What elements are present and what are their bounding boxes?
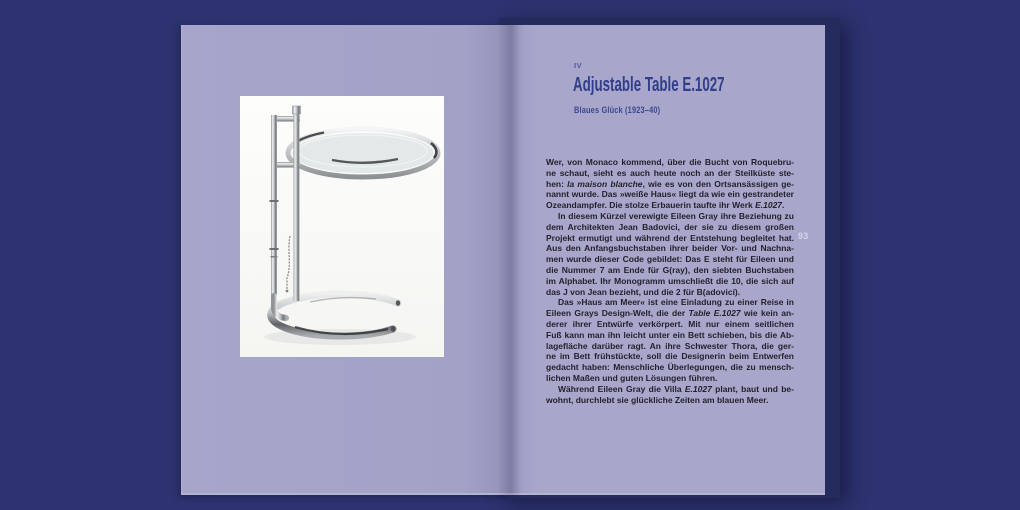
- chapter-subtitle: Blaues Glück (1923–40): [574, 105, 661, 115]
- page-number: 93: [798, 231, 809, 241]
- body-line: hen: la maison blanche, wie es von den Ortsansässigen ge-: [546, 178, 794, 189]
- body-line: men wurde dieser Code gebildet: Das E steht für Eileen und: [546, 254, 794, 265]
- body-line: dem Architekten Jean Badovici, der sie zu diesem großen: [546, 221, 794, 232]
- right-page: [510, 25, 825, 495]
- body-line: Projekt ermutigt und während der Entstehung begleitet hat.: [546, 232, 794, 243]
- product-photo: [240, 96, 444, 357]
- body-line: das J von Jean bezieht, und die 2 für B(adovici).: [546, 286, 741, 297]
- body-line: ne im Bett frühstückte, soll die Designerin beim Entwerfen: [546, 351, 794, 362]
- body-line: lichen Maßen und guten Lösungen führen.: [546, 372, 718, 383]
- body-line: die Nummer 7 am Ende für G(ray), den siebten Buchstaben: [546, 264, 794, 275]
- body-line: ne schaut, sieht es auch heute noch an der Steilküste ste-: [546, 167, 794, 178]
- body-line: Aus den Anfangsbuchstaben ihrer beider Vor- und Nachna-: [546, 243, 794, 254]
- chapter-number: IV: [574, 61, 583, 70]
- body-line: im Alphabet. Ihr Monogramm umschließt die 10, die sich auf: [546, 275, 794, 286]
- body-text: [546, 157, 794, 405]
- body-line: Das »Haus am Meer« ist eine Einladung zu einer Reise in: [558, 297, 794, 308]
- body-line: Eileen Grays Design-Welt, die der Table E.1027 wie kein an-: [546, 308, 795, 319]
- body-line: gedacht haben: Menschliche Überlegungen, die zu mensch-: [546, 362, 794, 373]
- body-line: Während Eileen Gray die Villa E.1027 plant, baut und be-: [558, 383, 794, 394]
- body-line: derer ihrer Entwürfe verkörpert. Mit nur einem seitlichen: [546, 318, 794, 329]
- chapter-title: Adjustable Table E.1027: [573, 73, 725, 96]
- body-line: Wer, von Monaco kommend, über die Bucht von Roquebru-: [546, 157, 794, 167]
- body-line: lagefläche darüber ragt. An ihre Schwester Thora, die ger-: [546, 340, 794, 351]
- left-page: [181, 25, 510, 495]
- body-line: Ozeandampfer. Die stolze Erbauerin taufte ihr Werk E.1027.: [546, 200, 785, 211]
- body-line: In diesem Kürzel verewigte Eileen Gray ihre Beziehung zu: [558, 210, 794, 221]
- body-line: wohnt, durchlebt sie glückliche Zeiten am blauen Meer.: [546, 394, 769, 405]
- body-line: nannt wurde. Das »weiße Haus« liegt da wie ein gestrandeter: [546, 189, 794, 200]
- body-line: Fuß kann man ihn leicht unter ein Bett schieben, bis die Ab-: [546, 329, 794, 340]
- adjustable-table-image: [240, 96, 444, 357]
